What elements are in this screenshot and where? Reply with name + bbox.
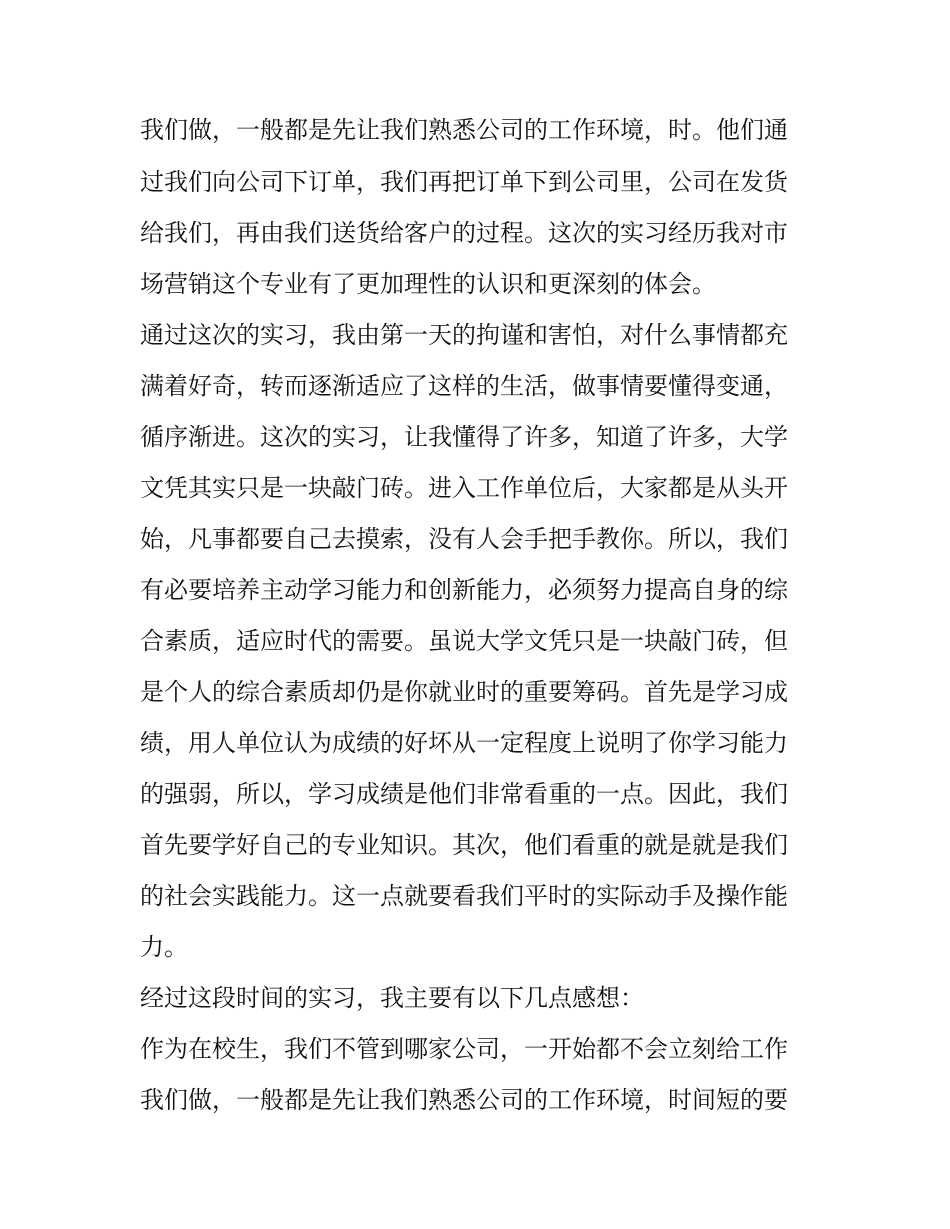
text-line-14: 的强弱，所以，学习成绩是他们非常看重的一点。因此，我们 [140, 780, 788, 808]
text-line-19: 作为在校生，我们不管到哪家公司，一开始都不会立刻给工作 [140, 1035, 788, 1063]
text-line-6: 满着好奇，转而逐渐适应了这样的生活，做事情要懂得变通， [140, 372, 788, 400]
text-line-12: 是个人的综合素质却仍是你就业时的重要筹码。首先是学习成 [140, 678, 788, 706]
text-line-13: 绩，用人单位认为成绩的好坏从一定程度上说明了你学习能力 [140, 729, 788, 757]
text-line-8: 文凭其实只是一块敲门砖。进入工作单位后，大家都是从头开 [140, 474, 788, 502]
text-line-5: 通过这次的实习，我由第一天的拘谨和害怕，对什么事情都充 [140, 321, 788, 349]
text-line-1: 我们做，一般都是先让我们熟悉公司的工作环境，时。他们通 [140, 116, 788, 144]
text-line-15: 首先要学好自己的专业知识。其次，他们看重的就是就是我们 [140, 831, 788, 859]
text-line-11: 合素质，适应时代的需要。虽说大学文凭只是一块敲门砖，但 [140, 627, 788, 655]
text-line-18: 经过这段时间的实习，我主要有以下几点感想： [140, 984, 644, 1012]
text-line-10: 有必要培养主动学习能力和创新能力，必须努力提高自身的综 [140, 576, 788, 604]
text-line-3: 给我们，再由我们送货给客户的过程。这次的实习经历我对市 [140, 219, 788, 247]
text-line-16: 的社会实践能力。这一点就要看我们平时的实际动手及操作能 [140, 882, 788, 910]
text-line-2: 过我们向公司下订单，我们再把订单下到公司里，公司在发货 [140, 168, 788, 196]
text-line-7: 循序渐进。这次的实习，让我懂得了许多，知道了许多，大学 [140, 423, 788, 451]
text-line-20: 我们做，一般都是先让我们熟悉公司的工作环境，时间短的要 [140, 1086, 788, 1114]
text-line-4: 场营销这个专业有了更加理性的认识和更深刻的体会。 [140, 270, 716, 298]
text-line-9: 始，凡事都要自己去摸索，没有人会手把手教你。所以，我们 [140, 525, 788, 553]
text-line-17: 力。 [140, 933, 188, 961]
